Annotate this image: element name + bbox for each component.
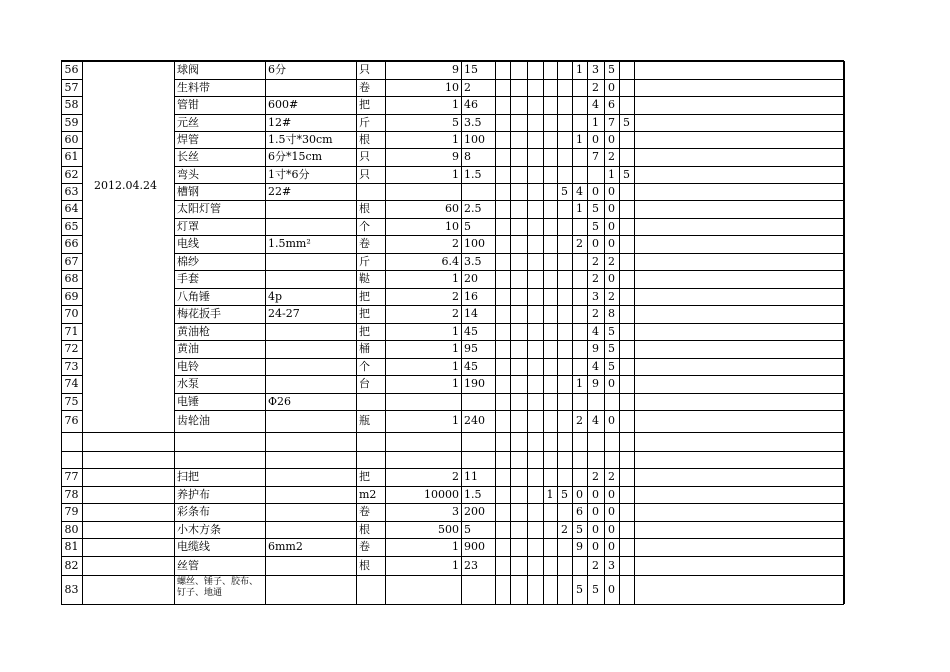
item-unit-price: 100	[464, 237, 485, 250]
amount-digit: 5	[608, 359, 615, 373]
amount-digit: 5	[561, 487, 568, 501]
item-name: 电锤	[177, 394, 199, 408]
grid-column-line	[495, 61, 496, 604]
amount-digit: 2	[576, 414, 583, 427]
item-name: 管钳	[177, 98, 199, 111]
item-spec: 6分	[268, 63, 286, 76]
row-number: 70	[64, 307, 79, 320]
amount-digit: 2	[608, 289, 615, 303]
item-unit-price: 190	[464, 377, 485, 390]
amount-digit: 0	[608, 219, 615, 233]
amount-digit: 5	[592, 202, 599, 215]
item-unit-price: 2.5	[464, 202, 482, 215]
grid-row-line	[174, 253, 844, 254]
item-unit-price: 45	[464, 324, 478, 338]
grid-column-line	[356, 61, 357, 604]
item-spec: 22#	[268, 184, 292, 198]
item-quantity: 1	[452, 540, 459, 553]
row-number: 71	[64, 324, 79, 338]
grid-column-line	[265, 61, 266, 604]
item-unit: 卷	[359, 505, 370, 518]
item-unit: 根	[359, 202, 370, 215]
item-quantity: 3	[452, 505, 459, 518]
item-unit-price: 11	[464, 470, 478, 483]
grid-column-line	[619, 61, 620, 604]
amount-digit: 9	[576, 540, 583, 553]
item-name: 彩条布	[177, 505, 210, 518]
grid-column-line	[82, 61, 83, 604]
grid-row-line	[174, 270, 844, 271]
grid-row-line	[174, 200, 844, 201]
item-unit: 把	[359, 324, 370, 338]
amount-digit: 0	[592, 487, 599, 501]
amount-digit: 2	[576, 237, 583, 250]
grid-row-line	[61, 575, 844, 576]
amount-digit: 4	[576, 184, 583, 198]
row-number: 78	[64, 487, 79, 501]
item-unit-price: 1.5	[464, 487, 482, 501]
item-unit-price: 1.5	[464, 167, 482, 181]
amount-digit: 9	[592, 377, 599, 390]
item-name: 螺丝、锤子、胶布、钉子、地通	[177, 577, 259, 598]
item-name: 小木方条	[177, 522, 221, 536]
amount-digit: 7	[608, 115, 615, 129]
item-name: 长丝	[177, 150, 199, 163]
grid-row-line	[61, 451, 844, 452]
row-number: 60	[64, 132, 79, 146]
item-name: 球阀	[177, 63, 199, 76]
item-name: 手套	[177, 272, 199, 285]
item-unit-price: 5	[464, 522, 471, 536]
purchase-date: 2012.04.24	[94, 179, 157, 192]
amount-digit: 2	[561, 522, 568, 536]
row-number: 75	[64, 394, 79, 408]
grid-row-line	[174, 358, 844, 359]
grid-row-line	[174, 323, 844, 324]
amount-digit: 2	[592, 272, 599, 285]
item-name: 丝管	[177, 558, 199, 572]
item-unit-price: 3.5	[464, 254, 482, 268]
amount-digit: 2	[592, 307, 599, 320]
amount-digit: 5	[608, 63, 615, 76]
item-unit: 卷	[359, 80, 370, 94]
item-quantity: 10	[445, 80, 459, 94]
amount-digit: 0	[608, 132, 615, 146]
item-unit-price: 100	[464, 132, 485, 146]
item-unit: 把	[359, 470, 370, 483]
row-number: 72	[64, 342, 79, 355]
item-name: 电线	[177, 237, 199, 250]
amount-digit: 0	[592, 522, 599, 536]
item-unit: 把	[359, 98, 370, 111]
item-spec: 600#	[268, 98, 299, 111]
amount-digit: 5	[623, 167, 630, 181]
grid-row-line	[174, 79, 844, 80]
item-name: 水泵	[177, 377, 199, 390]
item-spec: 6分*15cm	[268, 150, 323, 163]
grid-row-line	[61, 410, 82, 411]
row-number: 62	[64, 167, 79, 181]
item-quantity: 1	[452, 558, 459, 572]
amount-digit: 0	[608, 184, 615, 198]
item-unit-price: 95	[464, 342, 478, 355]
grid-column-line	[634, 61, 635, 604]
grid-column-line	[527, 61, 528, 604]
amount-digit: 0	[608, 487, 615, 501]
item-name: 棉纱	[177, 254, 199, 268]
amount-digit: 5	[592, 219, 599, 233]
item-quantity: 60	[445, 202, 459, 215]
item-quantity: 5	[452, 115, 459, 129]
amount-digit: 0	[608, 505, 615, 518]
item-name: 八角锤	[177, 289, 210, 303]
grid-column-line	[510, 61, 511, 604]
item-name: 电缆线	[177, 540, 210, 553]
amount-digit: 0	[608, 202, 615, 215]
item-unit: 把	[359, 289, 370, 303]
amount-digit: 0	[608, 272, 615, 285]
item-quantity: 1	[452, 342, 459, 355]
amount-digit: 2	[592, 80, 599, 94]
item-name: 养护布	[177, 487, 210, 501]
item-unit-price: 15	[464, 63, 478, 76]
item-unit: 只	[359, 150, 370, 163]
grid-column-line	[543, 61, 544, 604]
item-unit-price: 5	[464, 219, 471, 233]
amount-digit: 1	[576, 202, 583, 215]
item-spec: 4p	[268, 289, 283, 303]
item-name: 灯罩	[177, 219, 199, 233]
grid-row-line	[174, 340, 844, 341]
amount-digit: 6	[608, 98, 615, 111]
item-unit: 只	[359, 167, 370, 181]
item-spec: 6mm2	[268, 540, 303, 553]
item-unit: 瓶	[359, 414, 370, 427]
item-quantity: 1	[452, 132, 459, 146]
item-spec: Φ26	[268, 394, 292, 408]
grid-row-line	[61, 432, 844, 433]
item-unit: 个	[359, 359, 370, 373]
item-quantity: 2	[452, 307, 459, 320]
row-number: 61	[64, 150, 79, 163]
grid-border-line	[843, 61, 845, 604]
amount-digit: 0	[608, 582, 615, 596]
amount-digit: 2	[608, 470, 615, 483]
item-unit: 台	[359, 377, 370, 390]
item-quantity: 1	[452, 324, 459, 338]
amount-digit: 4	[592, 414, 599, 427]
row-number: 56	[64, 63, 79, 76]
row-number: 67	[64, 254, 79, 268]
grid-column-line	[461, 61, 462, 604]
amount-digit: 0	[608, 414, 615, 427]
item-unit-price: 14	[464, 307, 478, 320]
item-unit: 根	[359, 558, 370, 572]
amount-digit: 0	[592, 540, 599, 553]
item-unit: 把	[359, 307, 370, 320]
amount-digit: 0	[592, 505, 599, 518]
grid-row-line	[61, 604, 844, 605]
item-unit-price: 46	[464, 98, 478, 111]
item-unit: 根	[359, 522, 370, 536]
item-spec: 1.5寸*30cm	[268, 132, 333, 146]
item-unit: 鞑	[359, 272, 370, 285]
amount-digit: 4	[592, 324, 599, 338]
item-quantity: 1	[452, 167, 459, 181]
amount-digit: 5	[561, 184, 568, 198]
amount-digit: 3	[592, 63, 599, 76]
item-unit-price: 23	[464, 558, 478, 572]
amount-digit: 2	[608, 150, 615, 163]
amount-digit: 8	[608, 307, 615, 320]
item-name: 元丝	[177, 115, 199, 129]
item-quantity: 1	[452, 272, 459, 285]
item-name: 扫把	[177, 470, 199, 483]
row-number: 63	[64, 184, 79, 198]
item-quantity: 1	[452, 377, 459, 390]
amount-digit: 9	[592, 342, 599, 355]
grid-row-line	[174, 410, 844, 411]
item-name: 齿轮油	[177, 414, 210, 427]
item-name: 梅花扳手	[177, 307, 221, 320]
amount-digit: 0	[608, 522, 615, 536]
item-unit: 个	[359, 219, 370, 233]
item-name: 槽钢	[177, 184, 199, 198]
amount-digit: 2	[608, 254, 615, 268]
item-name: 弯头	[177, 167, 199, 181]
item-unit-price: 45	[464, 359, 478, 373]
row-number: 65	[64, 219, 79, 233]
item-unit: 根	[359, 132, 370, 146]
amount-digit: 1	[592, 115, 599, 129]
item-name: 黄油枪	[177, 324, 210, 338]
amount-digit: 0	[608, 377, 615, 390]
amount-digit: 2	[592, 254, 599, 268]
item-unit-price: 3.5	[464, 115, 482, 129]
amount-digit: 4	[592, 359, 599, 373]
item-quantity: 2	[452, 289, 459, 303]
row-number: 68	[64, 272, 79, 285]
row-number: 80	[64, 522, 79, 536]
amount-digit: 4	[592, 98, 599, 111]
item-name: 生料带	[177, 80, 210, 94]
amount-digit: 2	[592, 470, 599, 483]
item-quantity: 10000	[424, 487, 459, 501]
item-unit-price: 20	[464, 272, 478, 285]
item-unit-price: 2	[464, 80, 471, 94]
grid-row-line	[174, 218, 844, 219]
item-unit-price: 8	[464, 150, 471, 163]
row-number: 58	[64, 98, 79, 111]
row-number: 83	[64, 582, 79, 596]
item-quantity: 1	[452, 98, 459, 111]
item-quantity: 1	[452, 359, 459, 373]
item-spec: 12#	[268, 115, 292, 129]
amount-digit: 5	[608, 324, 615, 338]
amount-digit: 5	[576, 582, 583, 596]
amount-digit: 0	[608, 80, 615, 94]
item-name: 焊管	[177, 132, 199, 146]
item-spec: 24-27	[268, 307, 300, 320]
item-quantity: 2	[452, 237, 459, 250]
row-number: 82	[64, 558, 79, 572]
item-name: 太阳灯管	[177, 202, 221, 215]
amount-digit: 6	[576, 505, 583, 518]
item-unit-price: 16	[464, 289, 478, 303]
grid-row-line	[174, 375, 844, 376]
item-unit: 卷	[359, 540, 370, 553]
item-unit: m2	[359, 487, 377, 501]
item-unit: 斤	[359, 254, 370, 268]
amount-digit: 1	[546, 487, 554, 501]
item-quantity: 9	[452, 150, 459, 163]
item-quantity: 500	[438, 522, 459, 536]
item-unit: 斤	[359, 115, 370, 129]
item-spec: 1寸*6分	[268, 167, 310, 181]
item-name: 黄油	[177, 342, 199, 355]
amount-digit: 1	[576, 377, 583, 390]
amount-digit: 7	[592, 150, 599, 163]
amount-digit: 3	[592, 289, 599, 303]
row-number: 59	[64, 115, 79, 129]
amount-digit: 5	[608, 342, 615, 355]
amount-digit: 0	[592, 132, 599, 146]
row-number: 64	[64, 202, 79, 215]
row-number: 66	[64, 237, 79, 250]
row-number: 73	[64, 359, 79, 373]
row-number: 69	[64, 289, 79, 303]
row-number: 77	[64, 470, 79, 483]
item-unit: 只	[359, 63, 370, 76]
row-number: 81	[64, 540, 79, 553]
amount-digit: 0	[608, 237, 615, 250]
item-unit-price: 200	[464, 505, 485, 518]
amount-digit: 0	[576, 487, 583, 501]
item-unit-price: 240	[464, 414, 485, 427]
row-number: 76	[64, 414, 79, 427]
item-quantity: 10	[445, 219, 459, 233]
item-unit: 卷	[359, 237, 370, 250]
amount-digit: 1	[576, 132, 583, 146]
item-quantity: 2	[452, 470, 459, 483]
item-spec: 1.5mm²	[268, 237, 311, 250]
amount-digit: 0	[592, 184, 599, 198]
amount-digit: 5	[623, 115, 630, 129]
row-number: 74	[64, 377, 79, 390]
amount-digit: 2	[592, 558, 599, 572]
item-quantity: 1	[452, 414, 459, 427]
row-number: 57	[64, 80, 79, 94]
amount-digit: 3	[608, 558, 615, 572]
amount-digit: 5	[576, 522, 583, 536]
item-unit: 桶	[359, 342, 370, 355]
amount-digit: 1	[608, 167, 615, 181]
item-name: 电铃	[177, 359, 199, 373]
grid-column-line	[174, 61, 175, 604]
amount-digit: 5	[592, 582, 599, 596]
amount-digit: 1	[576, 63, 583, 76]
item-quantity: 9	[452, 63, 459, 76]
amount-digit: 0	[608, 540, 615, 553]
row-number: 79	[64, 505, 79, 518]
amount-digit: 0	[592, 237, 599, 250]
item-unit-price: 900	[464, 540, 485, 553]
item-quantity: 6.4	[441, 254, 459, 268]
